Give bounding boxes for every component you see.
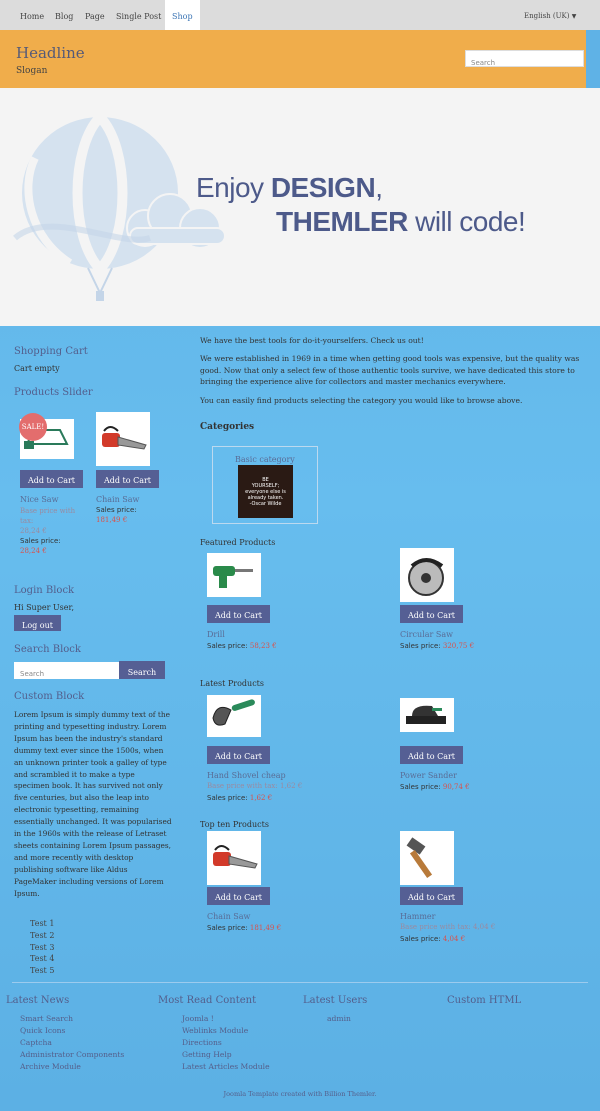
footer-custom-html-title: Custom HTML: [447, 995, 522, 1006]
intro-paragraph: You can easily find products selecting the category you would like to browse above.: [200, 396, 523, 405]
hero-line-1-post: ,: [375, 172, 383, 203]
site-slogan: Slogan: [16, 66, 48, 76]
header-search-input[interactable]: Search: [465, 50, 584, 67]
sales-price-label: Sales price:: [96, 506, 137, 514]
nav-item-home[interactable]: Home: [20, 12, 45, 21]
category-image-text: -Oscar Wilde: [249, 500, 282, 507]
sales-price-label: Sales price:: [207, 794, 248, 802]
add-to-cart-button[interactable]: Add to Cart: [207, 746, 270, 764]
shopping-cart-title: Shopping Cart: [14, 346, 88, 357]
balloon-illustration: [0, 88, 240, 326]
hero-line-1: [196, 172, 382, 204]
hammer-icon: [402, 835, 452, 881]
footer-credit: Joomla Template created with Billion Themler.: [223, 1090, 377, 1098]
category-image-text: everyone else is: [245, 488, 286, 495]
top-ten-products-title: Top ten Products: [200, 820, 269, 829]
shovel-icon: [209, 698, 259, 734]
footer-most-read-title: Most Read Content: [158, 995, 257, 1006]
footer-link[interactable]: Joomla !: [182, 1014, 214, 1023]
product-name-chain-saw[interactable]: Chain Saw: [96, 495, 140, 504]
drill-icon: [209, 560, 259, 590]
product-name-circular-saw[interactable]: Circular Saw: [400, 630, 453, 639]
add-to-cart-button[interactable]: Add to Cart: [400, 887, 463, 905]
category-image-text: already taken.: [247, 494, 284, 501]
sales-price-label: Sales price:: [400, 935, 441, 943]
sales-price: [400, 642, 474, 650]
latest-news-list: [20, 1013, 124, 1073]
sales-price-value: 90,74 €: [442, 783, 470, 791]
sales-price-value: 58,23 €: [249, 642, 277, 650]
custom-block-text: Lorem Ipsum is simply dummy text of the printing and typesetting industry. Lorem Ipsum has been the industry's standard dummy text ever since the 1500s, when an unknown printer took a galley of type and scrambled it to make a type specimen book. It has survived not only five centuries, but also the leap into electronic typesetting, remaining essentially unchanged. It was popularised in the 1960s with the release of Letraset sheets containing Lorem Ipsum passages, and more recently with desktop publishing software like Aldus PageMaker including versions of Lorem Ipsum.: [14, 710, 172, 898]
sales-price-label: Sales price:: [20, 537, 61, 545]
nav-item-shop[interactable]: Shop: [165, 0, 200, 30]
hand-shovel-image[interactable]: [207, 695, 261, 737]
sales-price-label: Sales price:: [400, 783, 441, 791]
base-price-value: 1,62 €: [279, 782, 303, 790]
sales-price: [400, 935, 465, 943]
base-price-label: Base price with tax:: [207, 782, 278, 790]
nav-item-page[interactable]: Page: [85, 12, 105, 21]
footer-latest-news-title: Latest News: [6, 995, 70, 1006]
product-name-hand-shovel[interactable]: Hand Shovel cheap: [207, 771, 286, 780]
top-nav: [0, 0, 600, 30]
product-name-power-sander[interactable]: Power Sander: [400, 771, 457, 780]
sales-price: [207, 794, 272, 802]
sander-icon: [402, 700, 452, 730]
footer-link[interactable]: admin: [327, 1014, 351, 1023]
sales-price: [207, 642, 277, 650]
list-item[interactable]: Test 5: [30, 966, 55, 976]
products-slider-title: Products Slider: [14, 387, 93, 398]
add-to-cart-button[interactable]: Add to Cart: [207, 887, 270, 905]
categories-title: Categories: [200, 422, 255, 432]
sales-price-value: 4,04 €: [442, 935, 466, 943]
category-image-text: BE: [262, 476, 269, 483]
custom-block-title: Custom Block: [14, 691, 85, 702]
product-name-nice-saw[interactable]: Nice Saw: [20, 495, 59, 504]
nav-item-blog[interactable]: Blog: [55, 12, 74, 21]
hero-themler-word: THEMLER: [276, 206, 408, 237]
site-headline: Headline: [16, 44, 85, 62]
footer-link[interactable]: Quick Icons: [20, 1026, 66, 1035]
sale-badge: SALE!: [19, 413, 47, 441]
hero-design-word: DESIGN: [270, 172, 376, 203]
base-price: [207, 782, 302, 790]
sales-price: [400, 783, 470, 791]
hero-line-2-post: will code!: [407, 206, 526, 237]
search-input[interactable]: Search: [14, 662, 119, 679]
category-name[interactable]: Basic category: [235, 455, 295, 464]
chain-saw-image[interactable]: [96, 412, 150, 466]
power-sander-image[interactable]: [400, 698, 454, 732]
sales-price-value: 181,49 €: [96, 516, 128, 524]
add-to-cart-button[interactable]: Add to Cart: [20, 470, 83, 488]
sales-price-label: Sales price:: [207, 642, 248, 650]
base-price-label: Base price with tax:: [400, 923, 471, 931]
test-list: [30, 918, 54, 977]
footer-link[interactable]: Captcha: [20, 1038, 52, 1047]
add-to-cart-button[interactable]: Add to Cart: [400, 605, 463, 623]
language-selector[interactable]: [524, 0, 576, 30]
category-image[interactable]: [238, 465, 293, 518]
footer-link[interactable]: Directions: [182, 1038, 222, 1047]
latest-users-list: [327, 1013, 351, 1025]
login-block-title: Login Block: [14, 585, 75, 596]
featured-products-title: Featured Products: [200, 538, 276, 547]
list-item[interactable]: Test 1: [30, 919, 55, 928]
category-image-text: YOURSELF;: [251, 482, 280, 489]
hammer-image[interactable]: [400, 831, 454, 885]
latest-products-title: Latest Products: [200, 679, 264, 688]
sales-price-value: 28,24 €: [20, 547, 47, 555]
footer-link[interactable]: Getting Help: [182, 1050, 232, 1059]
logout-button[interactable]: Log out: [14, 615, 61, 631]
chainsaw-icon: [98, 419, 148, 459]
hero-banner: [0, 88, 600, 326]
base-price-value: 4,04 €: [472, 923, 496, 931]
list-item[interactable]: Test 2: [30, 930, 55, 940]
list-item[interactable]: Test 4: [30, 954, 55, 964]
site-header: [0, 30, 586, 88]
intro-paragraph: We have the best tools for do-it-yourselfers. Check us out!: [200, 336, 424, 345]
drill-image[interactable]: [207, 553, 261, 597]
add-to-cart-button[interactable]: Add to Cart: [400, 746, 463, 764]
product-name-chain-saw[interactable]: Chain Saw: [207, 912, 251, 921]
sales-price-value: 320,75 €: [442, 642, 475, 650]
sales-price-label: Sales price:: [207, 924, 248, 932]
header-side-strip: [586, 30, 600, 88]
hero-line-2: [276, 206, 525, 238]
base-price-value: 28,24 €: [20, 527, 47, 535]
product-name-drill[interactable]: Drill: [207, 630, 225, 639]
sales-price: [207, 924, 281, 932]
sales-price-value: 1,62 €: [249, 794, 273, 802]
circular-saw-image[interactable]: [400, 548, 454, 602]
search-block-title: Search Block: [14, 644, 81, 655]
intro-paragraph: We were established in 1969 in a time when getting good tools was expensive, but the quality was good. Now that only a select few of those authentic tools survive, we have dedicated this store to bringing the experience alive for collectors and master mechanics everywhere.: [200, 354, 580, 386]
footer-link[interactable]: Smart Search: [20, 1014, 74, 1023]
footer-link[interactable]: Archive Module: [20, 1062, 81, 1071]
footer-link[interactable]: Latest Articles Module: [182, 1062, 270, 1071]
footer-latest-users-title: Latest Users: [303, 995, 368, 1006]
language-label: English (UK): [524, 12, 570, 20]
sales-price-value: 181,49 €: [249, 924, 282, 932]
circular-saw-icon: [402, 552, 452, 598]
chainsaw-icon: [209, 838, 259, 878]
search-button[interactable]: Search: [119, 661, 165, 679]
base-price: [400, 923, 495, 931]
cart-status: Cart empty: [14, 364, 60, 373]
login-greeting: Hi Super User,: [14, 603, 75, 612]
footer-link[interactable]: Administrator Components: [20, 1050, 125, 1059]
category-card[interactable]: [212, 446, 318, 524]
sales-price-label: Sales price:: [400, 642, 441, 650]
base-price-label: Base price with tax:: [20, 507, 76, 525]
most-read-list: [182, 1013, 270, 1073]
footer-divider: [12, 982, 588, 983]
caret-down-icon: ▼: [571, 13, 577, 20]
footer-link[interactable]: Weblinks Module: [182, 1026, 249, 1035]
hero-line-1-pre: Enjoy: [196, 172, 271, 203]
product-name-hammer[interactable]: Hammer: [400, 912, 436, 921]
add-to-cart-button[interactable]: Add to Cart: [207, 605, 270, 623]
nav-item-single-post[interactable]: Single Post: [116, 12, 162, 21]
add-to-cart-button[interactable]: Add to Cart: [96, 470, 159, 488]
list-item[interactable]: Test 3: [30, 942, 55, 952]
chain-saw-image[interactable]: [207, 831, 261, 885]
